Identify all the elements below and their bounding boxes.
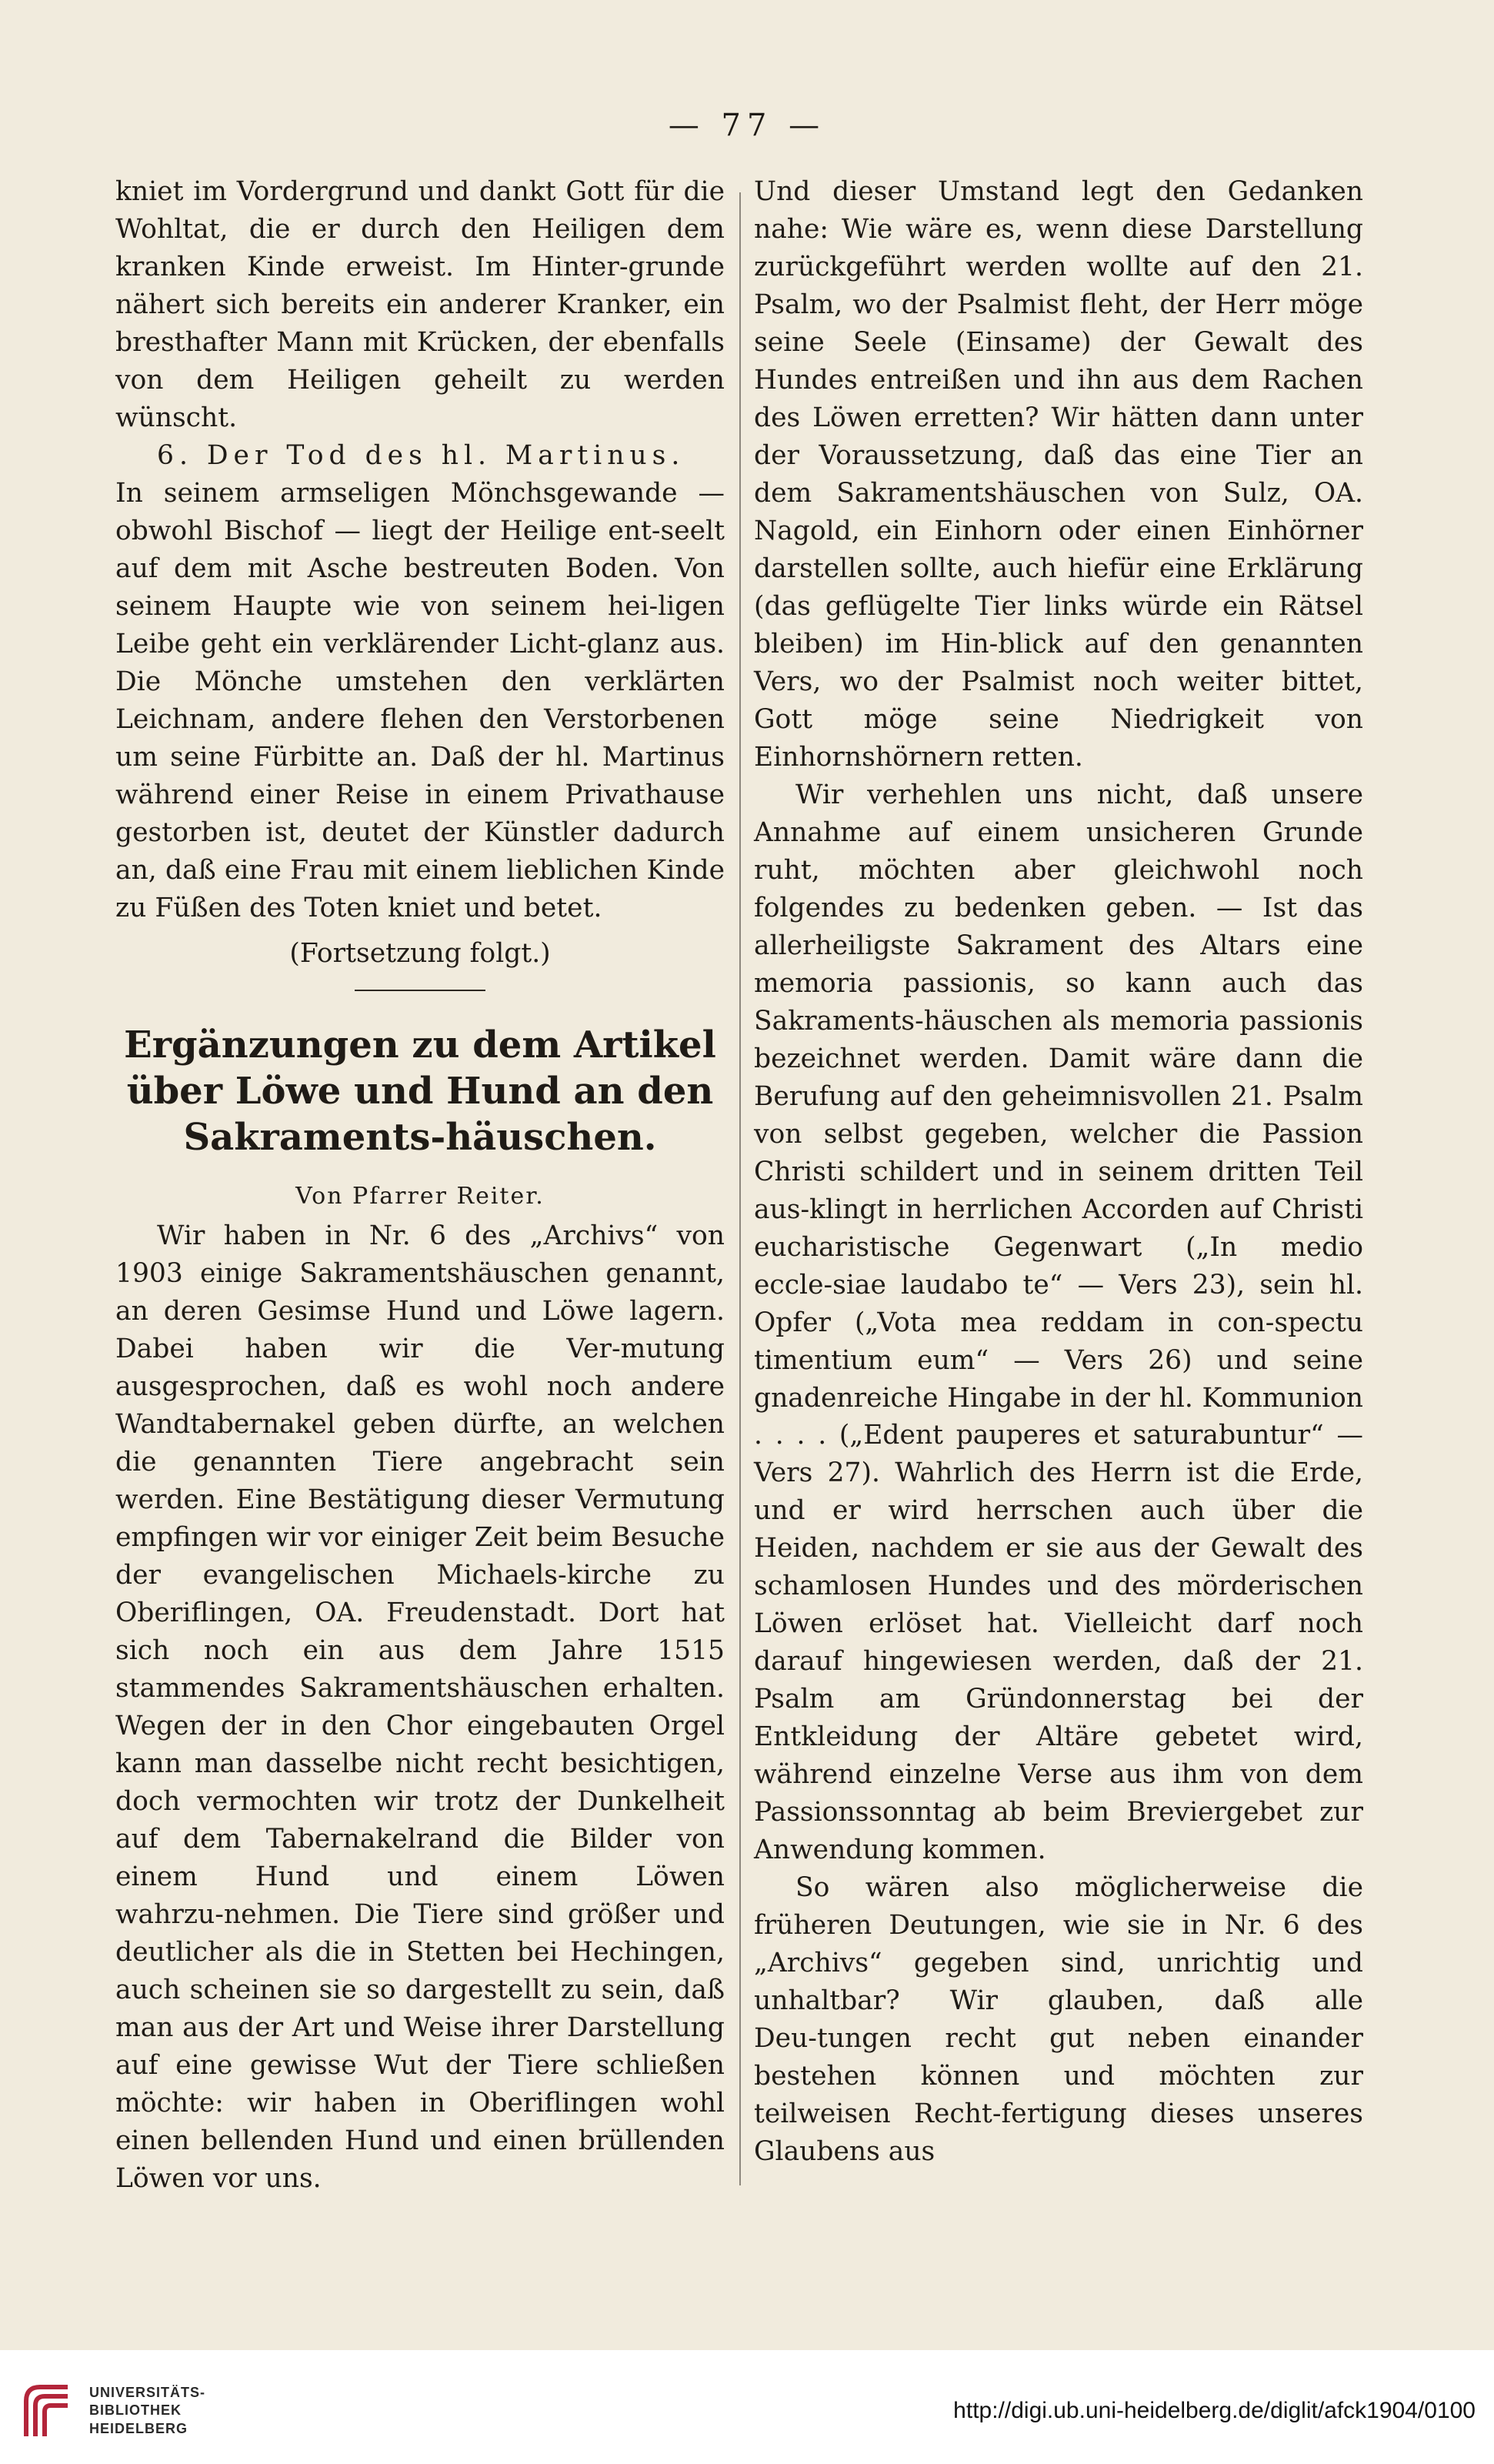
- left-column: [115, 173, 725, 2198]
- section-title: 6. Der Tod des hl. Martinus.: [157, 439, 685, 471]
- paragraph: kniet im Vordergrund und dankt Gott für die Wohltat, die er durch den Heiligen dem kranken Kinde erweist. Im Hinter‑grunde nähert sich bereits ein anderer Kranker, ein bresthafter Mann mit Krücken, der ebenfalls von dem Heiligen geheilt zu werden wünscht.: [115, 176, 725, 433]
- library-name-line: BIBLIOTHEK: [89, 2402, 182, 2419]
- continued-note: (Fortsetzung folgt.): [289, 937, 551, 969]
- article-byline: Von Pfarrer Reiter.: [295, 1182, 545, 1210]
- paragraph: In seinem armseligen Mönchsgewande — obwohl Bischof — liegt der Heilige ent‑seelt auf dem mit Asche bestreuten Boden. Von seinem Haupte wie von seinem hei‑ligen Leibe geht ein verklärender Licht‑glanz aus. Die Mönche umstehen den verklärten Leichnam, andere flehen den Verstorbenen um seine Fürbitte an. Daß der hl. Martinus während einer Reise in einem Privathause gestorben ist, deutet der Künstler dadurch an, daß eine Frau mit einem lieblichen Kinde zu Füßen des Toten kniet und betet.: [115, 477, 725, 923]
- paragraph: Wir haben in Nr. 6 des „Archivs“ von 1903 einige Sakramentshäuschen genannt, an deren Gesimse Hund und Löwe lagern. Dabei haben wir die Ver‑mutung ausgesprochen, daß es wohl noch andere Wandtabernakel geben dürfte, an welchen die genannten Tiere angebracht sein werden. Eine Bestätigung dieser Vermutung empfingen wir vor einiger Zeit beim Besuche der evangelischen Michaels‑kirche zu Oberiflingen, OA. Freudenstadt. Dort hat sich noch ein aus dem Jahre 1515 stammendes Sakramentshäuschen erhalten. Wegen der in den Chor eingebauten Orgel kann man dasselbe nicht recht besichtigen, doch vermochten wir trotz der Dunkelheit auf dem Tabernakelrand die Bilder von einem Hund und einem Löwen wahrzu‑nehmen. Die Tiere sind größer und deutlicher als die in Stetten bei Hechingen, auch scheinen sie so dargestellt zu sein, daß man aus der Art und Weise ihrer Darstellung auf eine gewisse Wut der Tiere schließen möchte: wir haben in Oberiflingen wohl einen bellenden Hund und einen brüllenden Löwen vor uns.: [115, 1220, 725, 2194]
- section-divider: [355, 990, 485, 991]
- source-url-link[interactable]: http://digi.ub.uni-heidelberg.de/diglit/afck1904/0100: [953, 2398, 1476, 2423]
- article-title: Ergänzungen zu dem Artikel über Löwe und Hund an den Sakraments‑häuschen.: [124, 1023, 716, 1159]
- paragraph: Und dieser Umstand legt den Gedanken nahe: Wie wäre es, wenn diese Darstellung zurückgeführt werden wollte auf den 21. Psalm, wo der Psalmist fleht, der Herr möge seine Seele (Einsame) der Gewalt des Hundes entreißen und ihn aus dem Rachen des Löwen erretten? Wir hätten dann unter der Voraussetzung, daß das eine Tier an dem Sakramentshäuschen von Sulz, OA. Nagold, ein Einhorn oder einen Einhörner darstellen sollte, auch hiefür eine Erklärung (das geflügelte Tier links würde ein Rätsel bleiben) im Hin‑blick auf den genannten Vers, wo der Psalmist noch weiter bittet, Gott möge seine Niedrigkeit von Einhornshörnern retten.: [754, 176, 1363, 773]
- library-logo-icon: [18, 2378, 83, 2442]
- paragraph: Wir verhehlen uns nicht, daß unsere Annahme auf einem unsicheren Grunde ruht, möchten aber gleichwohl noch folgendes zu bedenken geben. — Ist das allerheiligste Sakrament des Altars eine memoria passionis, so kann auch das Sakraments‑häuschen als memoria passionis bezeichnet werden. Damit wäre dann die Berufung auf den geheimnisvollen 21. Psalm von selbst gegeben, welcher die Passion Christi schildert und in seinem dritten Teil aus‑klingt in herrlichen Accorden auf Christi eucharistische Gegenwart („In medio eccle‑siae laudabo te“ — Vers 23), sein hl. Opfer („Vota mea reddam in con‑spectu timentium eum“ — Vers 26) und seine gnadenreiche Hingabe in der hl. Kommunion . . . . („Edent pauperes et saturabuntur“ — Vers 27). Wahrlich des Herrn ist die Erde, und er wird herrschen auch über die Heiden, nachdem er sie aus der Gewalt des schamlosen Hundes und des mörderischen Löwen erlöset hat. Vielleicht darf noch darauf hingewiesen werden, daß der 21. Psalm am Gründonnerstag bei der Entkleidung der Altäre gebetet wird, während einzelne Verse aus ihm von dem Passionssonntag ab beim Breviergebet zur Anwendung kommen.: [754, 779, 1363, 1866]
- library-name-line: UNIVERSITÄTS-: [89, 2385, 206, 2400]
- section-heading: [115, 437, 725, 475]
- library-name-line: HEIDELBERG: [89, 2420, 188, 2436]
- page-number: — 77 —: [668, 108, 826, 143]
- paragraph: So wären also möglicherweise die früheren Deutungen, wie sie in Nr. 6 des „Archivs“ gegeben sind, unrichtig und unhaltbar? Wir glauben, daß alle Deu‑tungen recht gut neben einander bestehen können und möchten zur teilweisen Recht‑fertigung dieses unseres Glaubens aus: [754, 1872, 1363, 2168]
- footer-bar: [0, 2350, 1494, 2464]
- right-column: [754, 173, 1363, 2171]
- library-name: [89, 2384, 205, 2438]
- column-divider: [739, 192, 741, 2185]
